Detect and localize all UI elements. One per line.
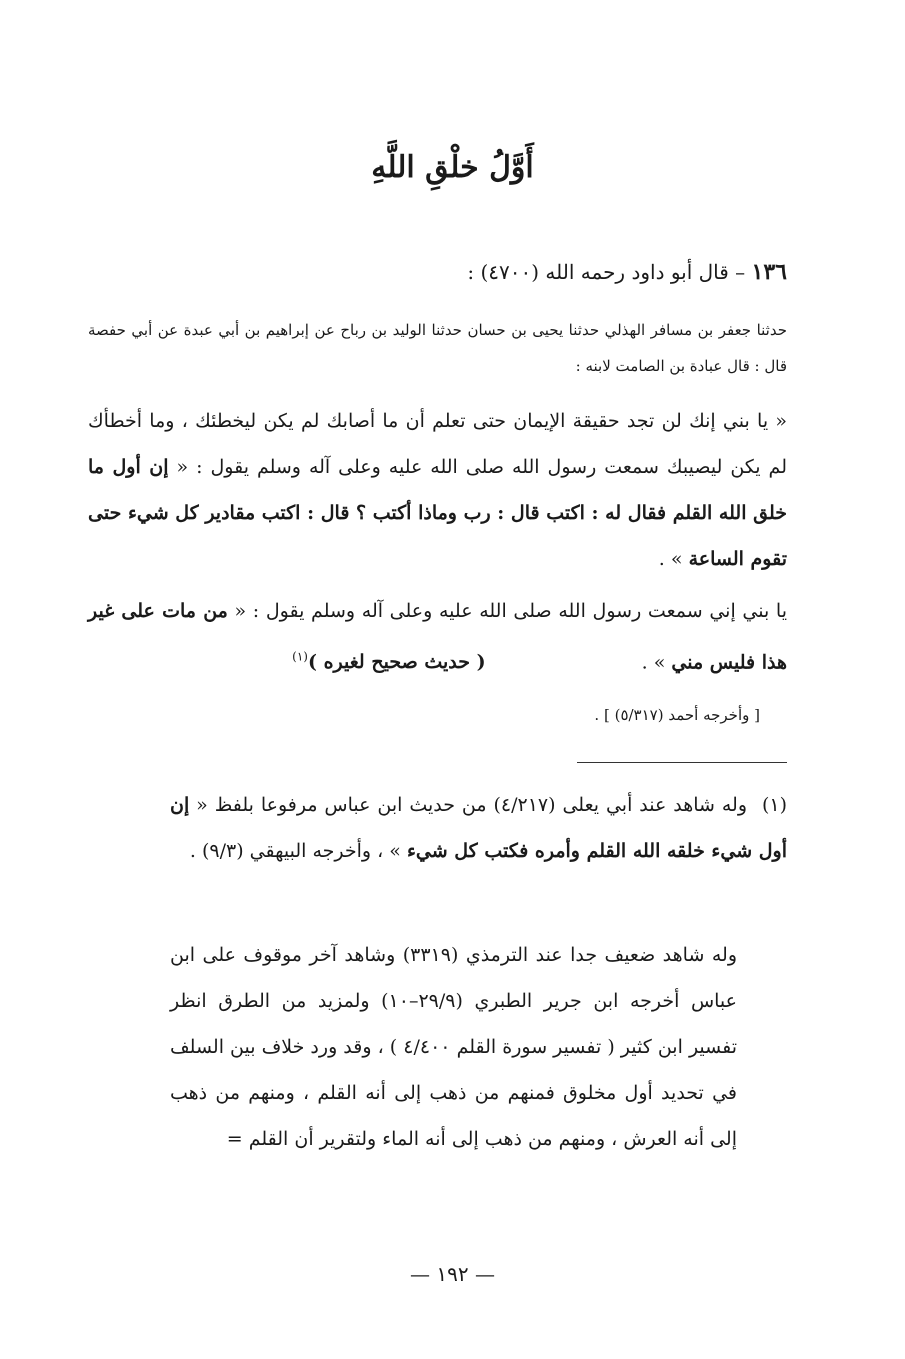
hadith-intro: – قال أبو داود رحمه الله (٤٧٠٠) : [467,260,746,284]
takhrij-note: [ وأخرجه أحمد (٥/٣١٧) ] . [594,706,760,724]
footnote-continuation: وله شاهد ضعيف جدا عند الترمذي (٣٣١٩) وشاهد آخر موقوف على ابن عباس أخرجه ابن جرير الطبري (٢٩/٩–١٠) ولمزيد من الطرق انظر تفسير ابن كثير ( تفسير سورة القلم ٤/٤٠٠ ) ، وقد ورد خلاف بين السلف في تحديد أول مخلوق فمنهم من ذهب إلى أنه القلم ، ومنهم من ذهب إلى أنه العرش ، ومنهم من ذهب إلى أنه الماء ولتقرير أن القلم = [170,944,738,1150]
footnote-ref: (١) [292,650,308,664]
matn-bold-text: إن أول ما خلق الله القلم فقال له : اكتب قال : رب وماذا أكتب ؟ قال : اكتب مقادير كل شيء حتى تقوم الساعة [88,456,787,570]
additional-text: يا بني إني سمعت رسول الله صلى الله عليه وعلى آله وسلم يقول : « [234,600,787,622]
additional-end: » . [641,651,666,674]
matn-end: » . [658,548,683,570]
footnote-text: وله شاهد عند أبي يعلى (٤/٢١٧) من حديث ابن عباس مرفوعا بلفظ « [196,794,748,816]
hadith-number: ١٣٦ [751,259,787,285]
footnote-1 [170,782,787,874]
footnote-bold-text: إن أول شيء خلقه الله القلم وأمره فكتب كل شيء [170,794,787,862]
matn-text: « يا بني إنك لن تجد حقيقة الإيمان حتى تعلم أن ما أصابك لم يكن ليخطئك ، وما أخطأك لم يكن ليصيبك سمعت رسول الله صلى الله عليه وعلى آله وسلم يقول : « [88,410,787,478]
hadith-additional [88,588,787,685]
page-number: — ١٩٢ — [410,1262,495,1286]
footnote-text-end: » ، وأخرجه البيهقي (٩/٣) . [189,840,401,862]
hadith-matn [88,398,787,582]
hadith-header [118,250,787,294]
grade-text: ( حديث صحيح لغيره ) [307,651,486,674]
page-title: أَوَّلُ خلْقِ اللَّهِ [371,150,534,185]
hadith-grade [292,651,485,673]
additional-bold-text: من مات على غير هذا فليس مني [88,600,787,674]
footnote-divider [577,762,787,763]
hadith-isnad: حدثنا جعفر بن مسافر الهذلي حدثنا يحيى بن حسان حدثنا الوليد بن رباح عن إبراهيم بن أبي عبدة عن أبي حفصة قال : قال عبادة بن الصامت لابنه : [88,321,787,375]
footnote-number: (١) [761,794,787,816]
